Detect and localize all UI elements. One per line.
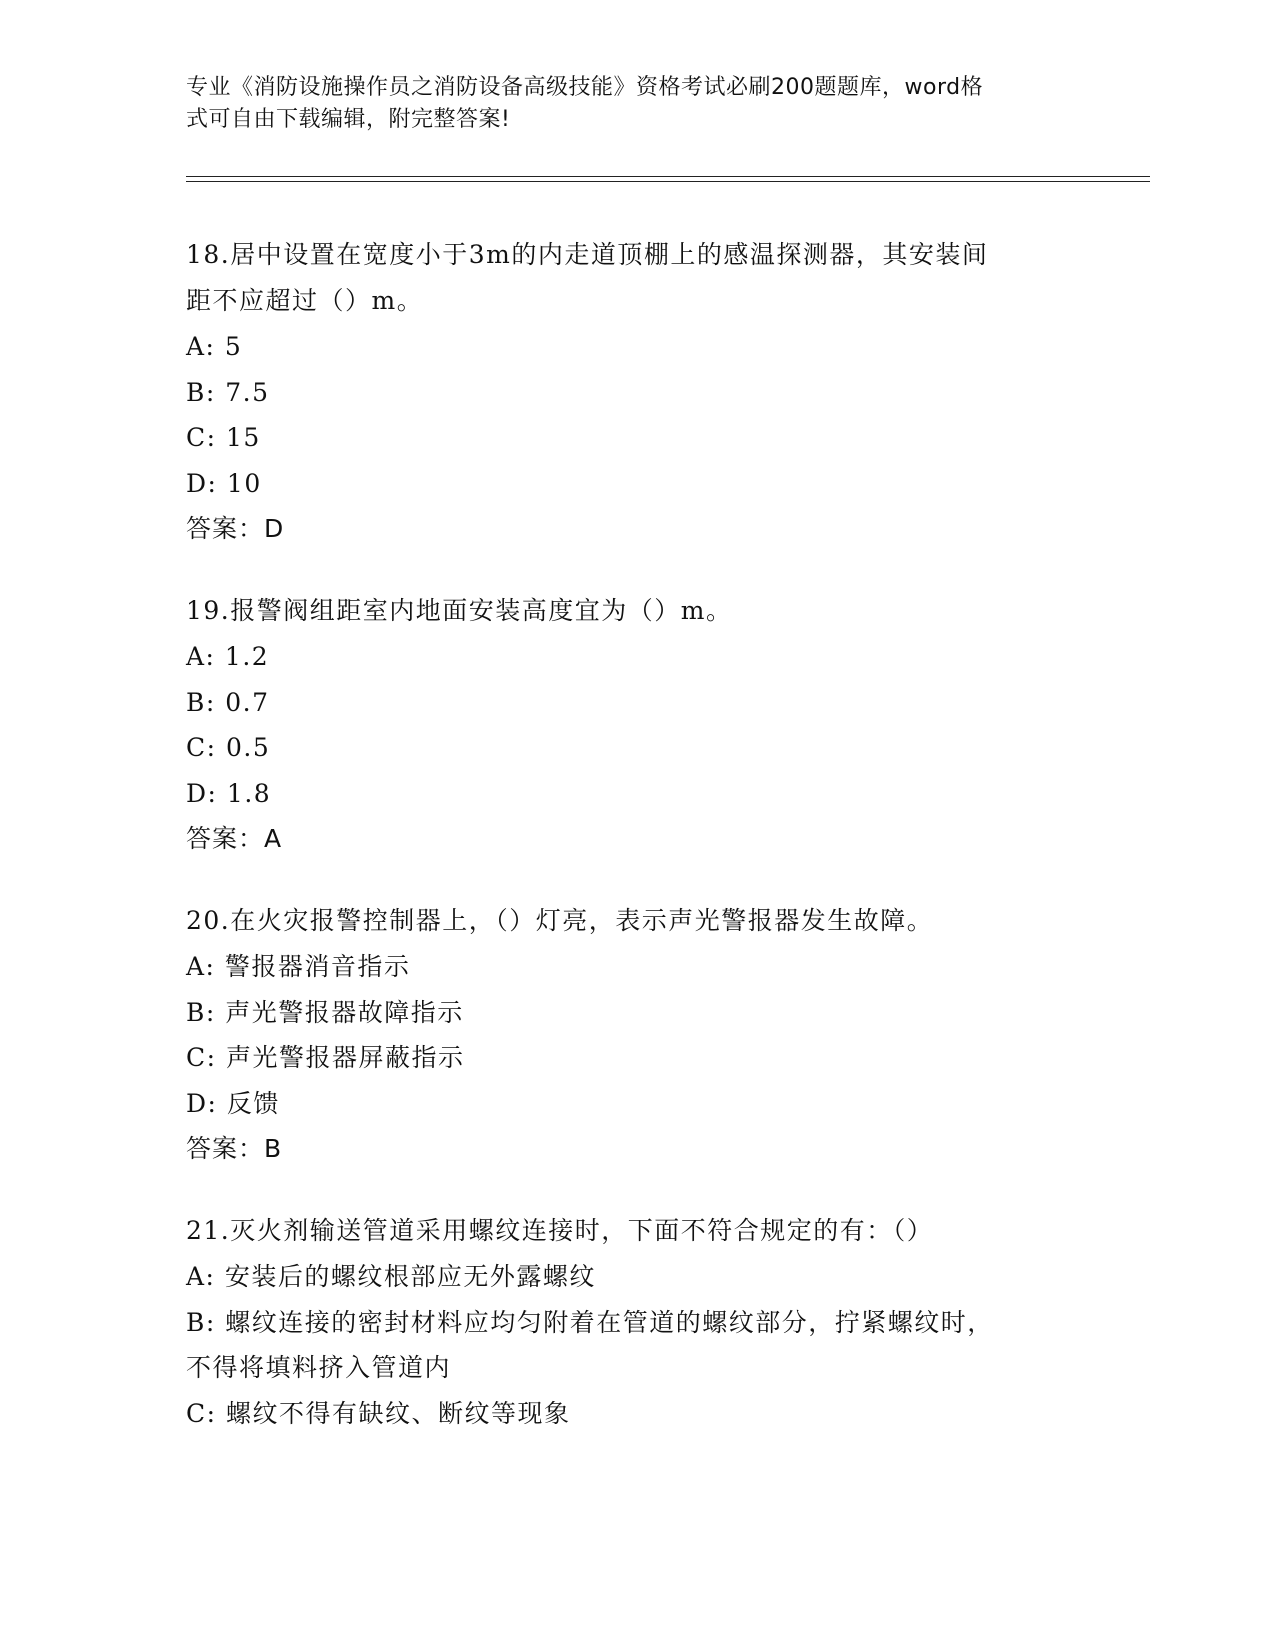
document-header [186,72,1066,136]
option-c: C: 15 [186,423,261,452]
option-d: D: 1.8 [186,778,272,808]
option-c: C: 螺纹不得有缺纹、断纹等现象 [186,1398,571,1428]
question-21 [186,1208,1066,1436]
question-stem-continued: 距不应超过（）m。 [186,286,424,315]
option-d: D: 反馈 [186,1088,280,1118]
option-a: A: 安装后的螺纹根部应无外露螺纹 [186,1262,596,1291]
option-c: C: 声光警报器屏蔽指示 [186,1043,465,1072]
option-b-continued: 不得将填料挤入管道内 [186,1353,452,1382]
option-b: B: 7.5 [186,377,270,407]
header-divider-bottom [186,181,1150,182]
question-list [186,232,1066,1436]
header-divider-top [186,176,1150,177]
answer-line: 答案：D [186,514,285,543]
question-stem: 21.灭火剂输送管道采用螺纹连接时，下面不符合规定的有：（） [186,1216,934,1245]
question-stem: 18.居中设置在宽度小于3m的内走道顶棚上的感温探测器，其安装间 [186,240,989,269]
question-stem: 19.报警阀组距室内地面安装高度宜为（）m。 [186,596,733,625]
question-18 [186,232,1066,552]
option-b: B: 声光警报器故障指示 [186,997,464,1027]
header-line-1: 专业《消防设施操作员之消防设备高级技能》资格考试必刷200题题库，word格 [186,75,984,100]
option-c: C: 0.5 [186,733,271,762]
header-line-2: 式可自由下载编辑，附完整答案! [186,107,511,132]
option-a: A: 1.2 [186,642,270,671]
option-d: D: 10 [186,468,262,498]
answer-line: 答案：B [186,1134,283,1163]
question-stem: 20.在火灾报警控制器上，（）灯亮，表示声光警报器发生故障。 [186,906,934,935]
option-a: A: 警报器消音指示 [186,952,411,981]
answer-line: 答案：A [186,824,283,853]
option-a: A: 5 [186,332,243,361]
option-b: B: 螺纹连接的密封材料应均匀附着在管道的螺纹部分，拧紧螺纹时， [186,1307,994,1337]
question-20 [186,898,1066,1172]
question-19 [186,588,1066,862]
option-b: B: 0.7 [186,687,270,717]
